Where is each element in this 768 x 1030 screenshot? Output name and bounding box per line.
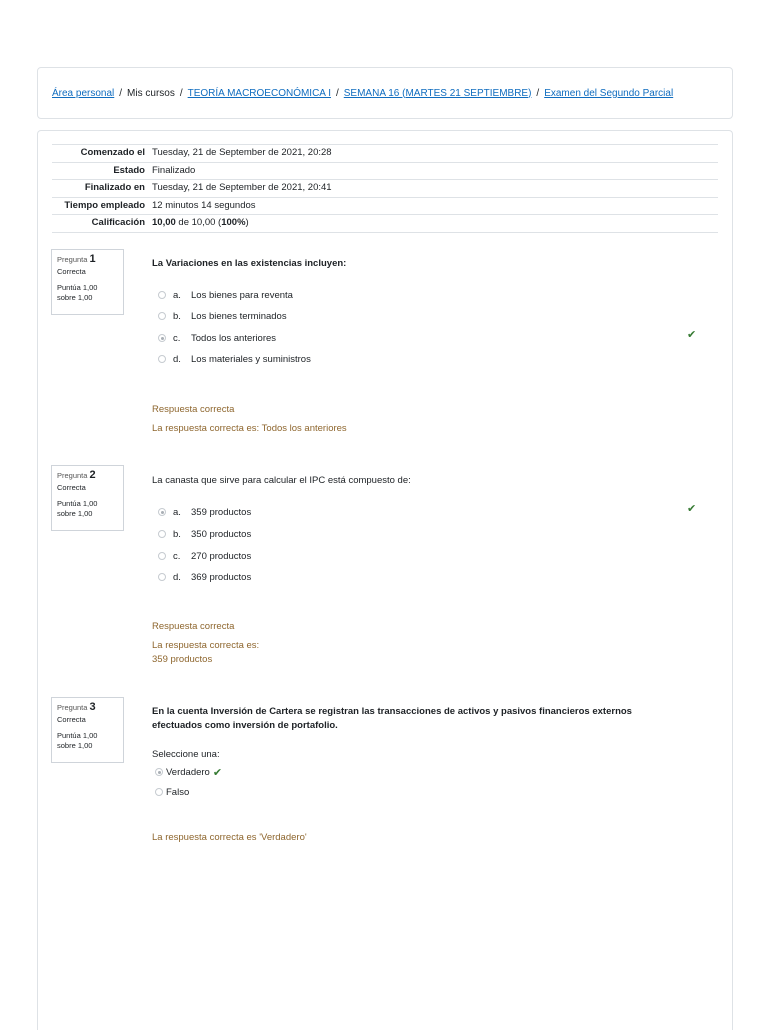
radio-icon[interactable] <box>158 530 166 538</box>
option-letter: c. <box>173 332 181 344</box>
radio-icon[interactable] <box>158 291 166 299</box>
breadcrumb-week-link[interactable]: SEMANA 16 (MARTES 21 SEPTIEMBRE) <box>343 87 532 99</box>
breadcrumb-separator: / <box>536 87 540 99</box>
answer-option-selected[interactable] <box>158 505 251 519</box>
true-option-selected[interactable] <box>155 765 222 779</box>
select-one-prompt: Seleccione una: <box>152 749 220 760</box>
option-letter: d. <box>173 353 181 365</box>
summary-value: 12 minutos 14 segundos <box>152 199 256 211</box>
radio-checked-icon[interactable] <box>155 768 163 776</box>
option-letter: a. <box>173 506 181 518</box>
check-icon: ✔ <box>687 329 697 341</box>
breadcrumb <box>37 67 733 119</box>
question-grade: Puntúa 1,00 sobre 1,00 <box>57 283 98 302</box>
summary-label: Calificación <box>91 217 145 228</box>
summary-value <box>150 215 718 233</box>
grade-of: de 10,00 ( <box>178 217 222 228</box>
radio-icon[interactable] <box>158 573 166 581</box>
right-answer-text: La respuesta correcta es 'Verdadero' <box>152 832 307 843</box>
radio-checked-icon[interactable] <box>158 334 166 342</box>
option-label: Los bienes terminados <box>191 310 287 322</box>
summary-row-finished <box>52 180 718 198</box>
breadcrumb-course-link[interactable]: TEORÍA MACROECONÓMICA I <box>187 87 331 99</box>
option-letter: d. <box>173 571 181 583</box>
question-text-3-line1: En la cuenta Inversión de Cartera se registran las transacciones de activos y pasivos financieros externos <box>152 706 632 717</box>
option-letter: a. <box>173 289 181 301</box>
question-prefix: Pregunta <box>57 471 88 480</box>
question-info-1 <box>51 249 124 315</box>
question-info-2 <box>51 465 124 531</box>
summary-label: Finalizado en <box>84 182 145 193</box>
answer-option-selected[interactable] <box>158 331 276 345</box>
grade-close: ) <box>245 217 249 228</box>
question-info-3 <box>51 697 124 763</box>
radio-icon[interactable] <box>155 788 163 796</box>
right-answer-label: La respuesta correcta es: <box>152 640 260 651</box>
option-label: 350 productos <box>191 528 252 540</box>
summary-value: Finalizado <box>152 164 196 176</box>
question-state: Correcta <box>57 715 86 724</box>
right-answer-text: La respuesta correcta es: Todos los anteriores <box>152 423 347 434</box>
summary-row-time <box>52 197 718 215</box>
question-number: 2 <box>89 469 96 481</box>
summary-value: Tuesday, 21 de September de 2021, 20:28 <box>152 147 332 158</box>
breadcrumb-separator: / <box>119 87 123 99</box>
option-label: Verdadero <box>166 766 210 778</box>
option-letter: c. <box>173 550 181 562</box>
question-text-2: La canasta que sirve para calcular el IPC está compuesto de: <box>152 475 411 486</box>
answer-option[interactable] <box>158 352 311 366</box>
radio-icon[interactable] <box>158 312 166 320</box>
answer-option[interactable] <box>158 288 293 302</box>
summary-label: Estado <box>113 164 145 176</box>
question-state: Correcta <box>57 483 86 492</box>
summary-row-started <box>52 145 718 163</box>
summary-value: Tuesday, 21 de September de 2021, 20:41 <box>152 182 332 193</box>
question-number: 1 <box>89 253 96 265</box>
answer-option[interactable] <box>158 527 251 541</box>
breadcrumb-separator: / <box>179 87 183 99</box>
option-label: Los bienes para reventa <box>191 289 293 301</box>
question-grade: Puntúa 1,00 sobre 1,00 <box>57 499 98 518</box>
answer-option[interactable] <box>158 309 287 323</box>
summary-row-grade <box>52 215 718 233</box>
question-prefix: Pregunta <box>57 255 88 264</box>
option-letter: b. <box>173 310 181 322</box>
check-icon: ✔ <box>687 503 697 515</box>
option-label: 369 productos <box>191 571 252 583</box>
summary-label: Tiempo empleado <box>64 199 145 211</box>
option-label: Falso <box>166 786 190 798</box>
breadcrumb-home-link[interactable]: Área personal <box>52 87 115 99</box>
breadcrumb-my-courses: Mis cursos <box>127 87 175 99</box>
radio-checked-icon[interactable] <box>158 508 166 516</box>
radio-icon[interactable] <box>158 552 166 560</box>
attempt-summary-table <box>52 144 718 233</box>
question-text-3-line2: efectuados como inversión de portafolio. <box>152 720 338 731</box>
breadcrumb-exam-link[interactable]: Examen del Segundo Parcial <box>544 87 674 99</box>
grade-percent: 100% <box>221 217 246 228</box>
option-letter: b. <box>173 528 181 540</box>
answer-option[interactable] <box>158 570 251 584</box>
question-prefix: Pregunta <box>57 703 88 712</box>
question-grade: Puntúa 1,00 sobre 1,00 <box>57 731 98 750</box>
right-answer-value: 359 productos <box>152 654 213 665</box>
question-state: Correcta <box>57 267 86 276</box>
breadcrumb-separator: / <box>335 87 339 99</box>
answer-option[interactable] <box>158 549 251 563</box>
option-label: Los materiales y suministros <box>191 353 311 365</box>
summary-row-state <box>52 162 718 180</box>
option-label: Todos los anteriores <box>191 332 277 344</box>
summary-label: Comenzado el <box>80 147 145 158</box>
false-option[interactable] <box>155 785 189 799</box>
check-icon: ✔ <box>212 766 223 779</box>
grade-score: 10,00 <box>152 217 176 228</box>
option-label: 270 productos <box>191 550 252 562</box>
feedback-text: Respuesta correcta <box>152 404 235 415</box>
question-text-1: La Variaciones en las existencias incluyen: <box>152 258 347 269</box>
feedback-text: Respuesta correcta <box>152 621 235 632</box>
question-number: 3 <box>89 701 96 713</box>
option-label: 359 productos <box>191 506 252 518</box>
quiz-review-panel <box>37 130 733 1030</box>
radio-icon[interactable] <box>158 355 166 363</box>
